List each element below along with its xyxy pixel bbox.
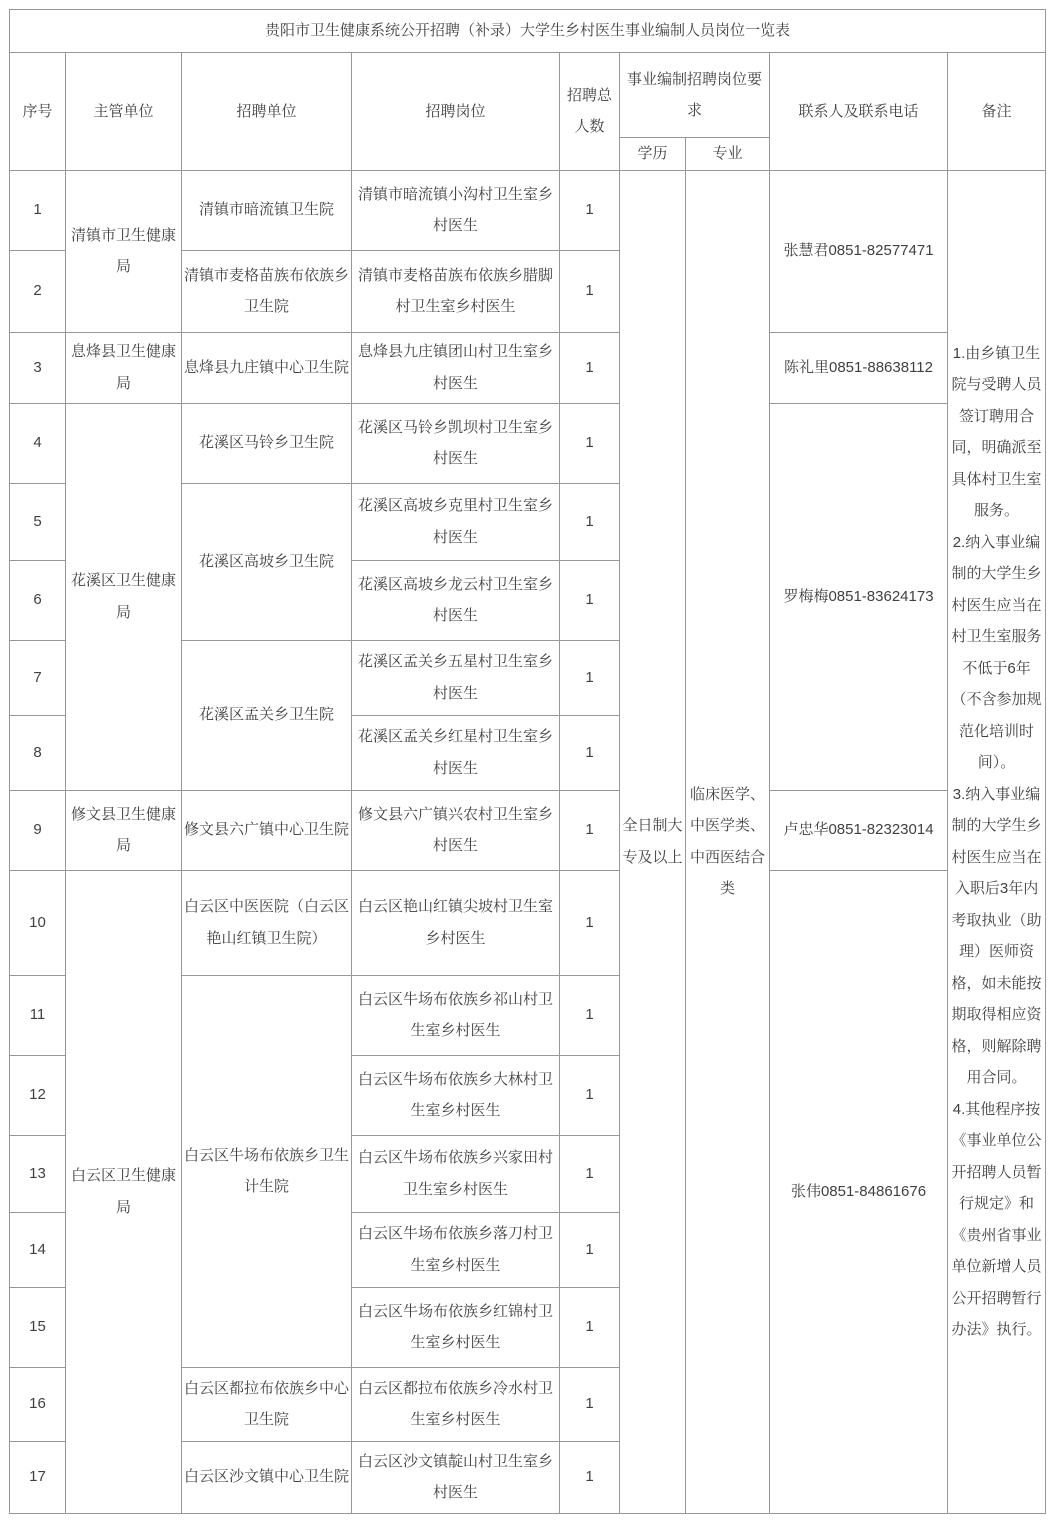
count-cell: 1: [560, 250, 620, 332]
row-number-cell: 6: [10, 560, 66, 640]
row-number-cell: 16: [10, 1367, 66, 1441]
count-cell: 1: [560, 1135, 620, 1212]
position-cell: 白云区牛场布依族乡落刀村卫生室乡村医生: [352, 1212, 560, 1287]
position-cell: 白云区都拉布依族乡冷水村卫生室乡村医生: [352, 1367, 560, 1441]
employer-cell: 清镇市麦格苗族布依族乡卫生院: [182, 250, 352, 332]
row-number-cell: 1: [10, 170, 66, 250]
position-cell: 白云区牛场布依族乡祁山村卫生室乡村医生: [352, 975, 560, 1055]
row-number-cell: 3: [10, 332, 66, 403]
row-number-cell: 7: [10, 640, 66, 715]
count-cell: 1: [560, 1212, 620, 1287]
supervisor-cell: 花溪区卫生健康局: [66, 403, 182, 790]
contact-cell: 张慧君0851-82577471: [770, 170, 948, 332]
position-cell: 白云区牛场布依族乡红锦村卫生室乡村医生: [352, 1287, 560, 1367]
header-contact: 联系人及联系电话: [770, 53, 948, 171]
row-number-cell: 17: [10, 1441, 66, 1513]
major-cell: 临床医学、中医学类、中西医结合类: [686, 170, 770, 1513]
count-cell: 1: [560, 975, 620, 1055]
table-row: [10, 790, 1046, 870]
header-employer: 招聘单位: [182, 53, 352, 171]
row-number-cell: 9: [10, 790, 66, 870]
count-cell: 1: [560, 790, 620, 870]
employer-cell: 白云区都拉布依族乡中心卫生院: [182, 1367, 352, 1441]
position-cell: 清镇市麦格苗族布依族乡腊脚村卫生室乡村医生: [352, 250, 560, 332]
remarks-cell: [948, 170, 1046, 1513]
row-number-cell: 11: [10, 975, 66, 1055]
row-number-cell: 12: [10, 1055, 66, 1135]
row-number-cell: 10: [10, 870, 66, 975]
count-cell: 1: [560, 715, 620, 790]
count-cell: 1: [560, 332, 620, 403]
supervisor-cell: 息烽县卫生健康局: [66, 332, 182, 403]
remark-item: 3.纳入事业编制的大学生乡村医生应当在入职后3年内考取执业（助理）医师资格，如未能按期取得相应资格，则解除聘用合同。: [951, 785, 1042, 1086]
employer-cell: 息烽县九庄镇中心卫生院: [182, 332, 352, 403]
table-row: [10, 332, 1046, 403]
supervisor-cell: 修文县卫生健康局: [66, 790, 182, 870]
remark-item: 1.由乡镇卫生院与受聘人员签订聘用合同，明确派至具体村卫生室服务。: [951, 344, 1042, 519]
remark-item: 2.纳入事业编制的大学生乡村医生应当在村卫生室服务不低于6年（不含参加规范化培训时间）。: [951, 533, 1042, 771]
position-cell: 花溪区马铃乡凯坝村卫生室乡村医生: [352, 403, 560, 483]
header-total: 招聘总人数: [560, 53, 620, 171]
position-cell: 白云区艳山红镇尖坡村卫生室乡村医生: [352, 870, 560, 975]
position-cell: 清镇市暗流镇小沟村卫生室乡村医生: [352, 170, 560, 250]
position-cell: 息烽县九庄镇团山村卫生室乡村医生: [352, 332, 560, 403]
row-number-cell: 14: [10, 1212, 66, 1287]
count-cell: 1: [560, 1055, 620, 1135]
count-cell: 1: [560, 1441, 620, 1513]
header-education: 学历: [620, 138, 686, 171]
employer-cell: 白云区沙文镇中心卫生院: [182, 1441, 352, 1513]
supervisor-cell: 清镇市卫生健康局: [66, 170, 182, 332]
employer-cell: 清镇市暗流镇卫生院: [182, 170, 352, 250]
position-cell: 花溪区高坡乡克里村卫生室乡村医生: [352, 483, 560, 560]
row-number-cell: 13: [10, 1135, 66, 1212]
supervisor-cell: 白云区卫生健康局: [66, 870, 182, 1513]
header-requirements-group: 事业编制招聘岗位要求: [620, 53, 770, 138]
table-row: [10, 870, 1046, 975]
employer-cell: 修文县六广镇中心卫生院: [182, 790, 352, 870]
header-remark: 备注: [948, 53, 1046, 171]
contact-cell: 陈礼里0851-88638112: [770, 332, 948, 403]
contact-cell: 罗梅梅0851-83624173: [770, 403, 948, 790]
education-cell: 全日制大专及以上: [620, 170, 686, 1513]
recruitment-table: [9, 9, 1046, 1514]
row-number-cell: 4: [10, 403, 66, 483]
row-number-cell: 5: [10, 483, 66, 560]
employer-cell: 白云区中医医院（白云区艳山红镇卫生院）: [182, 870, 352, 975]
count-cell: 1: [560, 1367, 620, 1441]
row-number-cell: 2: [10, 250, 66, 332]
contact-cell: 张伟0851-84861676: [770, 870, 948, 1513]
position-cell: 花溪区高坡乡龙云村卫生室乡村医生: [352, 560, 560, 640]
header-no: 序号: [10, 53, 66, 171]
header-position: 招聘岗位: [352, 53, 560, 171]
employer-cell: 花溪区马铃乡卫生院: [182, 403, 352, 483]
position-cell: 花溪区孟关乡红星村卫生室乡村医生: [352, 715, 560, 790]
table-title: 贵阳市卫生健康系统公开招聘（补录）大学生乡村医生事业编制人员岗位一览表: [10, 10, 1046, 53]
position-cell: 花溪区孟关乡五星村卫生室乡村医生: [352, 640, 560, 715]
position-cell: 白云区牛场布依族乡大林村卫生室乡村医生: [352, 1055, 560, 1135]
table-row: [10, 403, 1046, 483]
position-cell: 修文县六广镇兴农村卫生室乡村医生: [352, 790, 560, 870]
count-cell: 1: [560, 1287, 620, 1367]
remark-item: 4.其他程序按《事业单位公开招聘人员暂行规定》和《贵州省事业单位新增人员公开招聘暂行办法》执行。: [951, 1100, 1042, 1338]
header-major: 专业: [686, 138, 770, 171]
count-cell: 1: [560, 560, 620, 640]
header-supervisor: 主管单位: [66, 53, 182, 171]
row-number-cell: 15: [10, 1287, 66, 1367]
employer-cell: 花溪区高坡乡卫生院: [182, 483, 352, 640]
count-cell: 1: [560, 483, 620, 560]
count-cell: 1: [560, 640, 620, 715]
position-cell: 白云区沙文镇靛山村卫生室乡村医生: [352, 1441, 560, 1513]
table-row: [10, 170, 1046, 250]
count-cell: 1: [560, 403, 620, 483]
row-number-cell: 8: [10, 715, 66, 790]
employer-cell: 白云区牛场布依族乡卫生计生院: [182, 975, 352, 1367]
employer-cell: 花溪区孟关乡卫生院: [182, 640, 352, 790]
position-cell: 白云区牛场布依族乡兴家田村卫生室乡村医生: [352, 1135, 560, 1212]
count-cell: 1: [560, 170, 620, 250]
count-cell: 1: [560, 870, 620, 975]
contact-cell: 卢忠华0851-82323014: [770, 790, 948, 870]
